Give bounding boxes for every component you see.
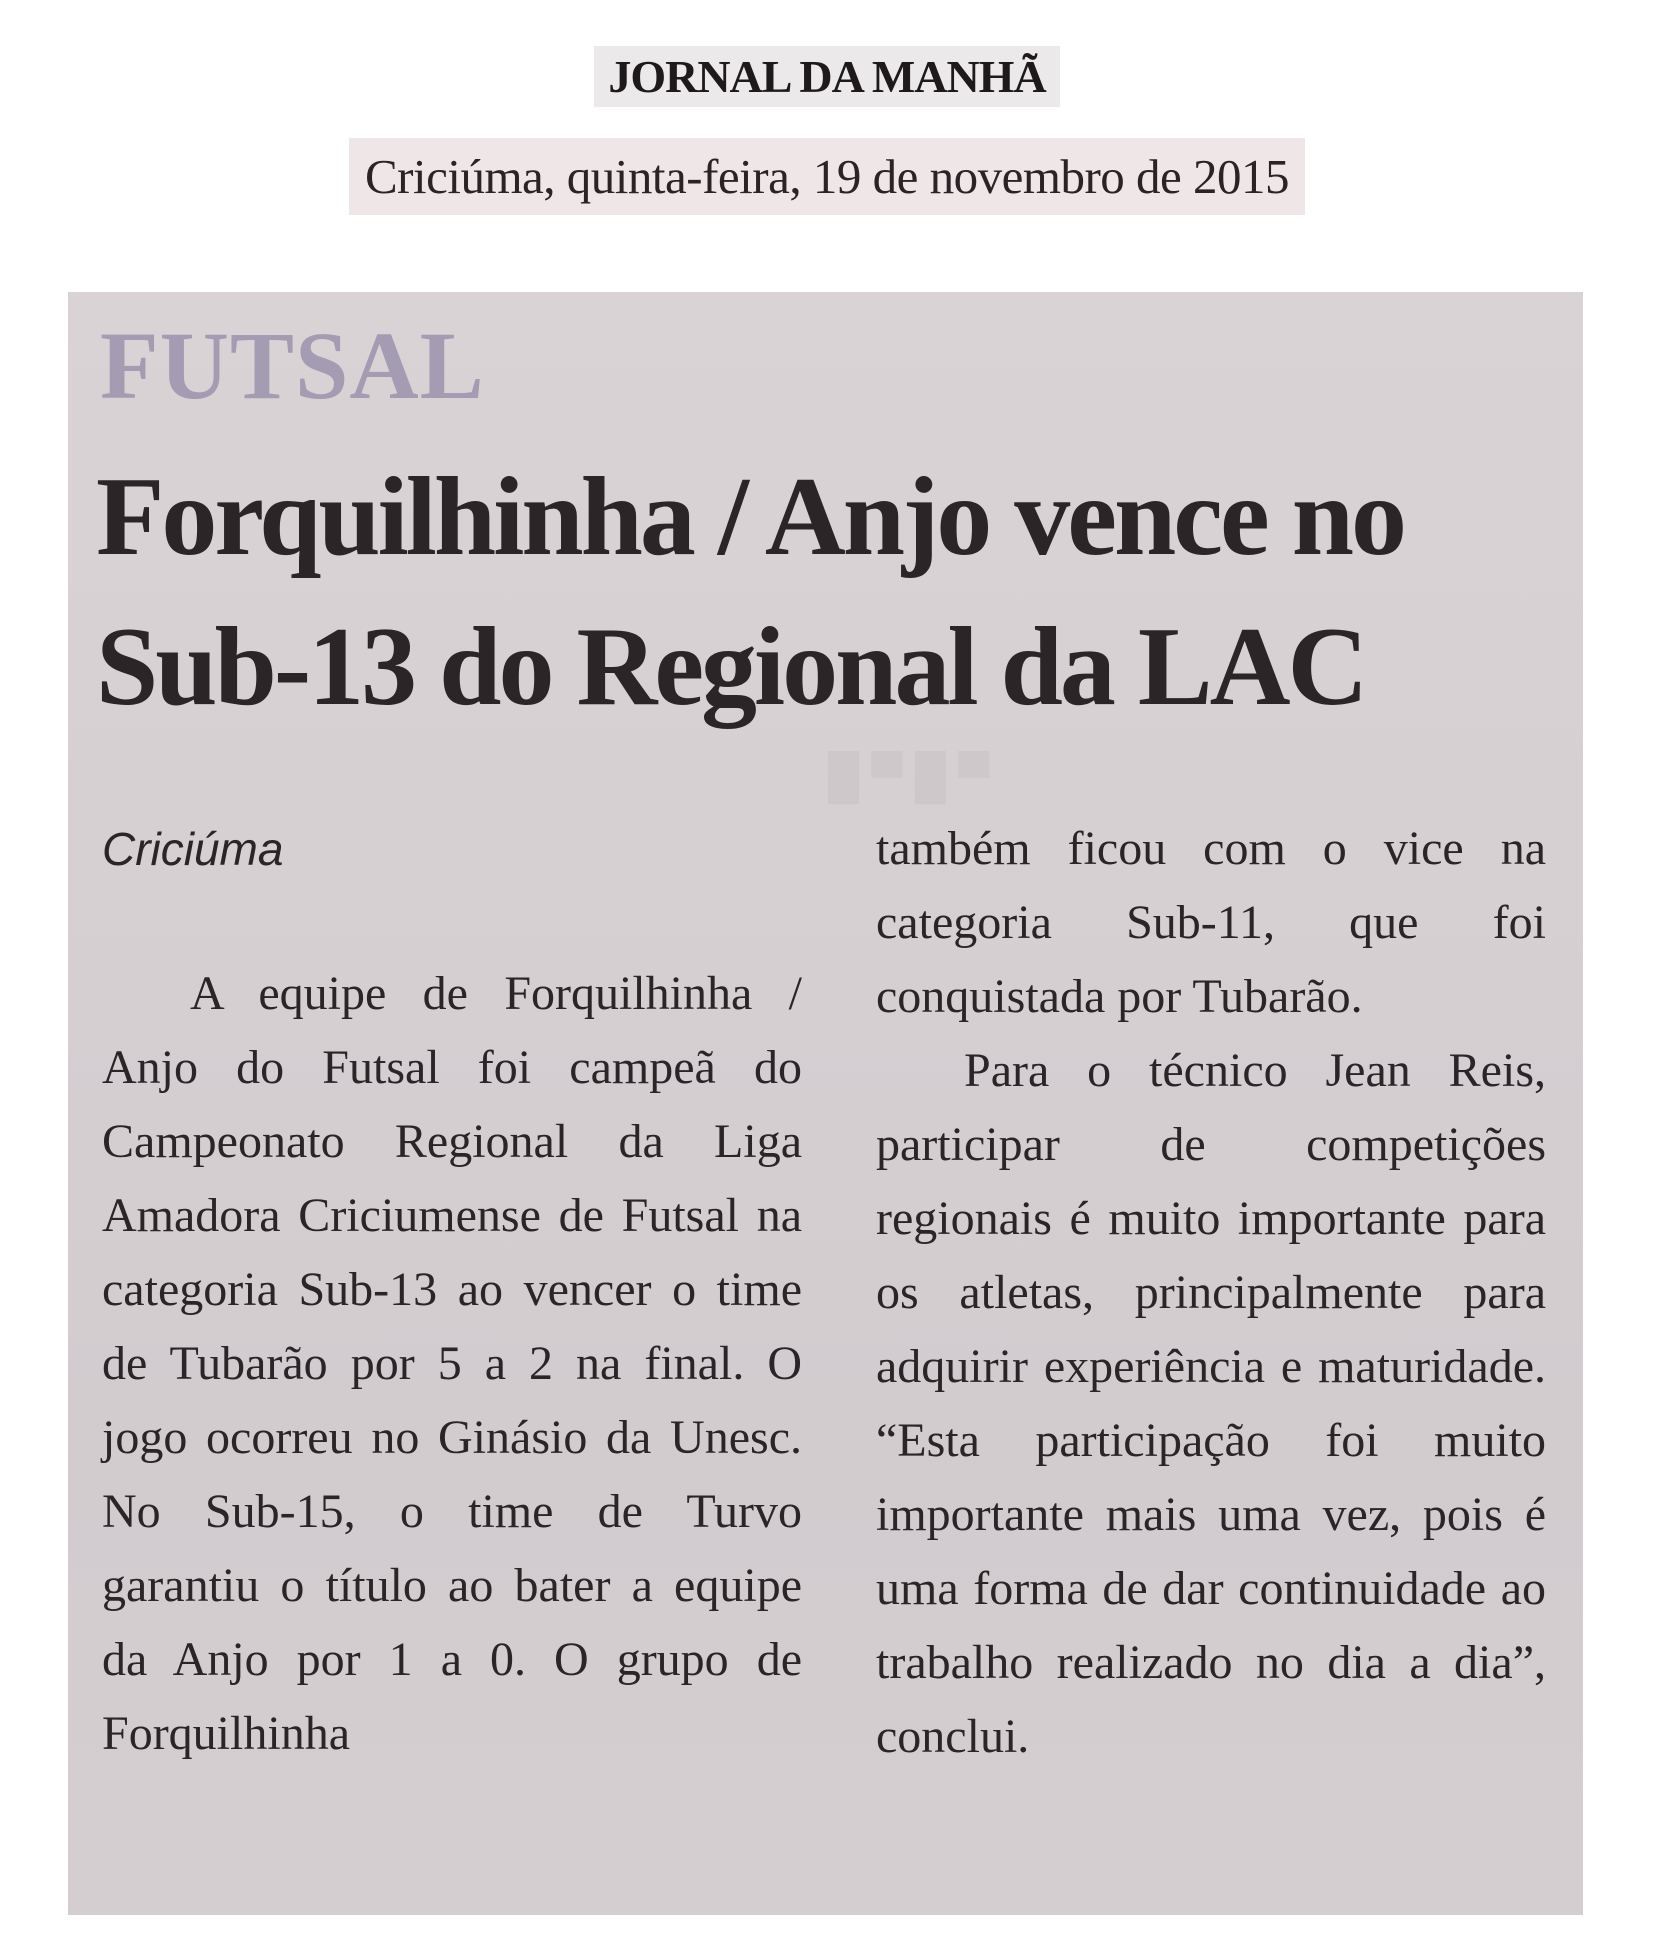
article-paragraph-2: Para o técnico Jean Reis, participar de competições regionais é muito importante para os atletas, principalmente para adquirir experiência e maturidade. “Esta participação foi muito importante mais uma vez, pois é uma forma de dar continuidade ao trabalho realizado no dia a dia”, conclui. [876, 1044, 1546, 1763]
article-paragraph-1-part-1: A equipe de Forquilhinha / Anjo do Futsal foi campeã do Campeonato Regional da Liga Amadora Criciumense de Futsal na categoria Sub-13 ao vencer o time de Tubarão por 5 a 2 na final. O jogo ocorreu no Ginásio da Unesc. No Sub-15, o time de Turvo garantiu o título ao bater a equipe da Anjo por 1 a 0. O grupo de Forquilhinha [102, 967, 802, 1760]
article-column-right [876, 812, 1546, 1774]
dateline: Criciúma, quinta-feira, 19 de novembro de 2015 [349, 138, 1305, 215]
headline-line-1: Forquilhinha / Anjo vence no [96, 455, 1405, 579]
masthead [0, 46, 1654, 107]
dateline-container [0, 138, 1654, 215]
article-column-left [102, 957, 802, 1771]
newspaper-clipping [68, 292, 1583, 1915]
section-label: FUTSAL [100, 312, 485, 419]
bleed-through-texture: █ ▀ █ ▀ [828, 752, 990, 801]
headline-line-2: Sub-13 do Regional da LAC [96, 605, 1366, 729]
byline: Criciúma [102, 823, 284, 875]
headline [96, 442, 1566, 742]
newspaper-name: JORNAL DA MANHÃ [594, 46, 1059, 107]
article-paragraph-1-part-2: também ficou com o vice na categoria Sub-11, que foi conquistada por Tubarão. [876, 822, 1546, 1023]
